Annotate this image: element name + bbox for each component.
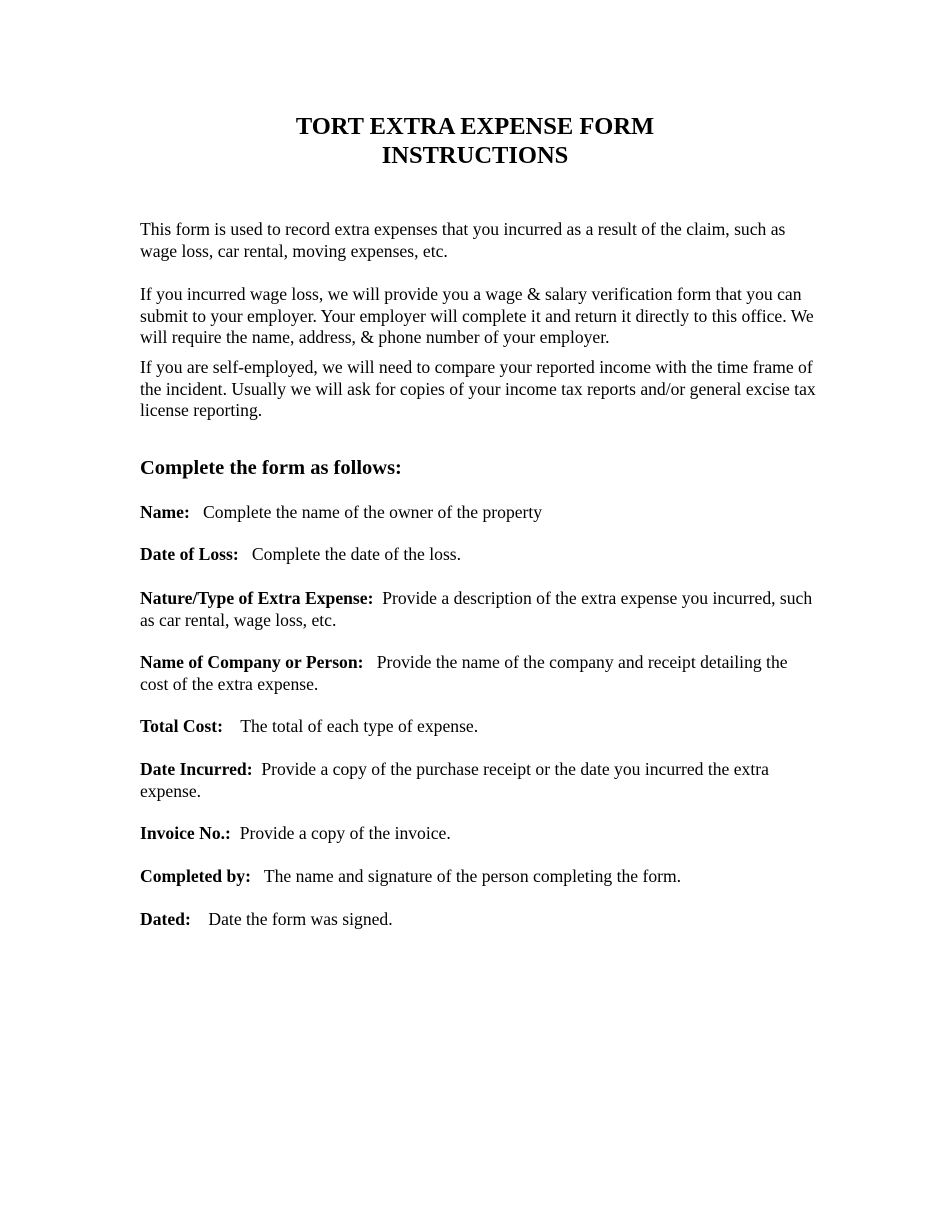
item-text: Complete the name of the owner of the property bbox=[203, 502, 543, 522]
page-title bbox=[0, 112, 950, 170]
item-label: Date of Loss: bbox=[140, 544, 239, 564]
instruction-item-invoice-no bbox=[140, 823, 820, 845]
item-text: Provide the name of the company and receipt detailing the cost of the extra expense. bbox=[140, 652, 788, 694]
item-label: Completed by: bbox=[140, 866, 251, 886]
instruction-item-date-of-loss bbox=[140, 544, 820, 566]
wage-loss-paragraph: If you incurred wage loss, we will provide you a wage & salary verification form that you can submit to your employer. Your employer will complete it and return it directly to this office. We will require the name, address, & phone number of your employer. bbox=[140, 284, 814, 347]
item-text: Provide a copy of the purchase receipt or the date you incurred the extra expense. bbox=[140, 759, 769, 801]
instruction-item-total-cost bbox=[140, 716, 820, 738]
instruction-item-date-incurred bbox=[140, 759, 820, 802]
item-label: Invoice No.: bbox=[140, 823, 231, 843]
instruction-item-dated bbox=[140, 909, 820, 931]
item-text: Date the form was signed. bbox=[208, 909, 393, 929]
intro-paragraph: This form is used to record extra expenses that you incurred as a result of the claim, such as wage loss, car rental, moving expenses, etc. bbox=[140, 219, 786, 261]
instruction-item-completed-by bbox=[140, 866, 820, 888]
item-text: Provide a description of the extra expense you incurred, such as car rental, wage loss, etc. bbox=[140, 588, 813, 630]
item-text: The total of each type of expense. bbox=[240, 716, 479, 736]
title-line-1: TORT EXTRA EXPENSE FORM bbox=[295, 113, 655, 140]
item-label: Date Incurred: bbox=[140, 759, 253, 779]
section-heading: Complete the form as follows: bbox=[140, 457, 402, 479]
item-label: Total Cost: bbox=[140, 716, 223, 736]
instruction-item-name bbox=[140, 502, 820, 524]
title-line-2: INSTRUCTIONS bbox=[381, 142, 569, 169]
item-text: Provide a copy of the invoice. bbox=[239, 823, 451, 843]
self-employed-paragraph: If you are self-employed, we will need to compare your reported income with the time frame of the incident. Usually we will ask for copies of your income tax reports and/or general excise tax license reporting. bbox=[140, 357, 816, 420]
instruction-item-company-person bbox=[140, 652, 820, 695]
instruction-item-nature-type bbox=[140, 588, 820, 631]
item-label: Nature/Type of Extra Expense: bbox=[140, 588, 374, 608]
item-label: Name: bbox=[140, 502, 190, 522]
item-text: The name and signature of the person completing the form. bbox=[263, 866, 682, 886]
item-label: Dated: bbox=[140, 909, 191, 929]
item-label: Name of Company or Person: bbox=[140, 652, 364, 672]
item-text: Complete the date of the loss. bbox=[251, 544, 462, 564]
